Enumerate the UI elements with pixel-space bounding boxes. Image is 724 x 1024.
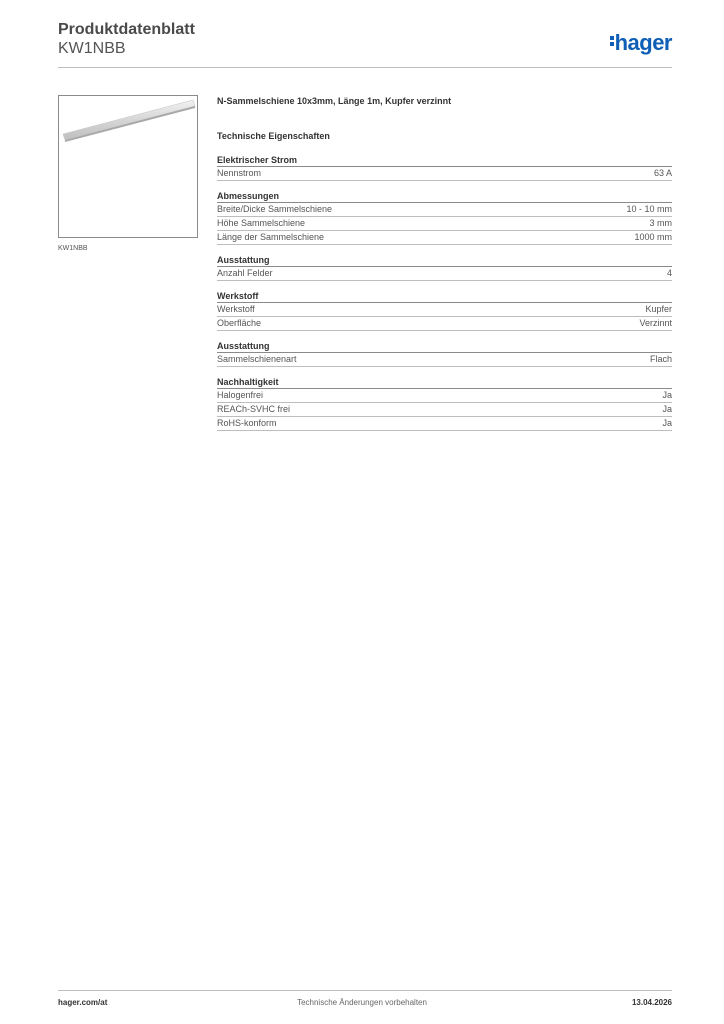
footer-date: 13.04.2026 bbox=[631, 998, 672, 1007]
image-caption: KW1NBB bbox=[58, 245, 88, 252]
spec-label: RoHS-konform bbox=[217, 418, 277, 428]
spec-row bbox=[217, 167, 672, 181]
spec-label: Werkstoff bbox=[217, 304, 255, 314]
spec-value: 1000 mm bbox=[634, 232, 672, 242]
product-image bbox=[58, 95, 198, 238]
spec-row bbox=[217, 303, 672, 317]
spec-label: Länge der Sammelschiene bbox=[217, 232, 325, 242]
hager-logo bbox=[610, 30, 672, 56]
spec-value: Verzinnt bbox=[639, 318, 672, 328]
busbar-illustration bbox=[59, 96, 197, 237]
spec-section bbox=[217, 254, 672, 281]
spec-section bbox=[217, 290, 672, 331]
spec-row bbox=[217, 417, 672, 431]
product-name: N-Sammelschiene 10x3mm, Länge 1m, Kupfer verzinnt bbox=[217, 96, 452, 106]
spec-label: REACh-SVHC frei bbox=[217, 404, 291, 414]
spec-section bbox=[217, 154, 672, 181]
spec-row bbox=[217, 403, 672, 417]
spec-sections bbox=[217, 154, 672, 431]
spec-label: Sammelschienenart bbox=[217, 354, 297, 364]
spec-value: 63 A bbox=[653, 168, 672, 178]
spec-value: Ja bbox=[662, 418, 672, 428]
section-heading: Werkstoff bbox=[217, 290, 672, 303]
spec-content bbox=[217, 96, 672, 431]
spec-row bbox=[217, 231, 672, 245]
section-heading: Abmessungen bbox=[217, 190, 672, 203]
spec-label: Breite/Dicke Sammelschiene bbox=[217, 204, 333, 214]
spec-section bbox=[217, 340, 672, 367]
tech-properties-title: Technische Eigenschaften bbox=[217, 131, 330, 141]
spec-row bbox=[217, 317, 672, 331]
spec-value: 3 mm bbox=[649, 218, 672, 228]
spec-row bbox=[217, 267, 672, 281]
spec-value: 4 bbox=[666, 268, 672, 278]
spec-value: Flach bbox=[649, 354, 672, 364]
spec-value: Ja bbox=[662, 404, 672, 414]
section-heading: Elektrischer Strom bbox=[217, 154, 672, 167]
logo-dots-icon bbox=[610, 34, 614, 48]
spec-section bbox=[217, 190, 672, 245]
spec-label: Oberfläche bbox=[217, 318, 262, 328]
spec-value: Kupfer bbox=[645, 304, 672, 314]
footer-notice: Technische Änderungen vorbehalten bbox=[297, 998, 427, 1007]
section-heading: Ausstattung bbox=[217, 254, 672, 267]
footer-website: hager.com/at bbox=[58, 998, 108, 1007]
spec-label: Höhe Sammelschiene bbox=[217, 218, 306, 228]
spec-label: Halogenfrei bbox=[217, 390, 264, 400]
spec-row bbox=[217, 203, 672, 217]
section-heading: Ausstattung bbox=[217, 340, 672, 353]
spec-value: 10 - 10 mm bbox=[626, 204, 672, 214]
header-divider bbox=[58, 67, 672, 68]
spec-value: Ja bbox=[662, 390, 672, 400]
spec-section bbox=[217, 376, 672, 431]
spec-row bbox=[217, 389, 672, 403]
spec-label: Anzahl Felder bbox=[217, 268, 273, 278]
logo-text: hager bbox=[614, 30, 672, 55]
footer-divider bbox=[58, 990, 672, 991]
spec-row bbox=[217, 353, 672, 367]
section-heading: Nachhaltigkeit bbox=[217, 376, 672, 389]
page-title: Produktdatenblatt bbox=[58, 21, 195, 38]
spec-row bbox=[217, 217, 672, 231]
spec-label: Nennstrom bbox=[217, 168, 262, 178]
product-code: KW1NBB bbox=[58, 40, 126, 57]
